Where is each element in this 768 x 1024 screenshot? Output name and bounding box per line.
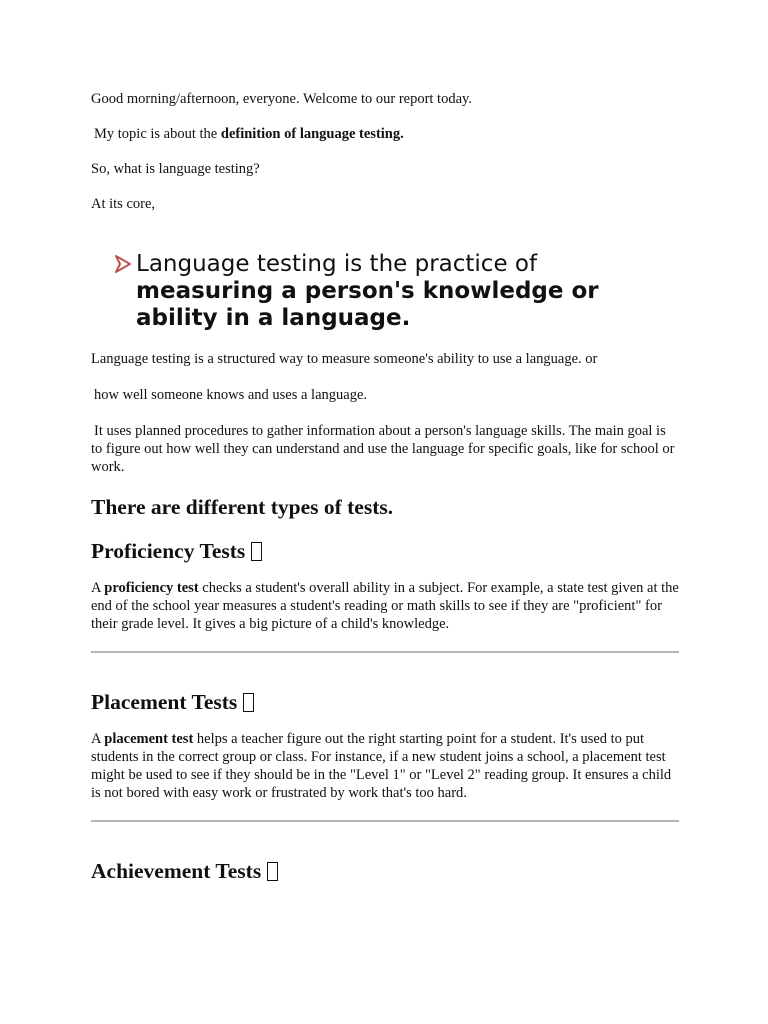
section-title-text: Placement Tests [91, 690, 238, 714]
section-term: proficiency test [104, 580, 199, 596]
section-term: placement test [104, 731, 194, 747]
section-title-placement [91, 689, 679, 715]
section-lead: A [91, 580, 105, 596]
callout-emphasis: measuring a person's knowledge or ability in a language. [136, 278, 599, 331]
section-title-text: Proficiency Tests [91, 539, 246, 563]
definition-line-2: how well someone knows and uses a language. [94, 387, 368, 403]
section-text: checks a student's overall ability in a subject. For example, a state test given at the end of the school year measures a student's reading or math skills to see if they are "proficient" for their grade level. It gives a big picture of a child's knowledge. [91, 580, 679, 632]
horizontal-divider [91, 820, 679, 822]
arrow-bullet-icon [113, 253, 133, 275]
question-paragraph: So, what is language testing? [91, 161, 260, 177]
definition-line-1: Language testing is a structured way to measure someone's ability to use a language. or [91, 351, 598, 367]
missing-glyph-icon [267, 862, 278, 881]
section-title-achievement [91, 858, 679, 884]
section-body-placement [91, 730, 679, 802]
section-body-proficiency [91, 579, 679, 633]
definition-line-3: It uses planned procedures to gather information about a person's language skills. The main goal is to figure out how well they can understand and use the language for specific goals, like for school or work. [91, 423, 675, 475]
horizontal-divider [91, 651, 679, 653]
definition-callout [91, 251, 679, 332]
missing-glyph-icon [243, 693, 254, 712]
types-heading: There are different types of tests. [91, 495, 394, 519]
section-text: helps a teacher figure out the right starting point for a student. It's used to put students in the correct group or class. For instance, if a new student joins a school, a placement test might be used to see if they should be in the "Level 1" or "Level 2" reading group. It ensures a child is not bored with easy work or frustrated by work that's too hard. [91, 731, 672, 801]
section-title-proficiency [91, 538, 679, 564]
callout-lead: Language testing is the practice of [136, 251, 538, 277]
topic-emphasis: definition of language testing. [220, 126, 404, 142]
section-title-text: Achievement Tests [91, 859, 262, 883]
greeting-paragraph: Good morning/afternoon, everyone. Welcome to our report today. [91, 91, 472, 107]
document-page [91, 90, 679, 899]
topic-paragraph [91, 125, 679, 143]
missing-glyph-icon [251, 542, 262, 561]
core-paragraph: At its core, [91, 196, 156, 212]
section-lead: A [91, 731, 105, 747]
topic-prefix: My topic is about the [94, 126, 221, 142]
